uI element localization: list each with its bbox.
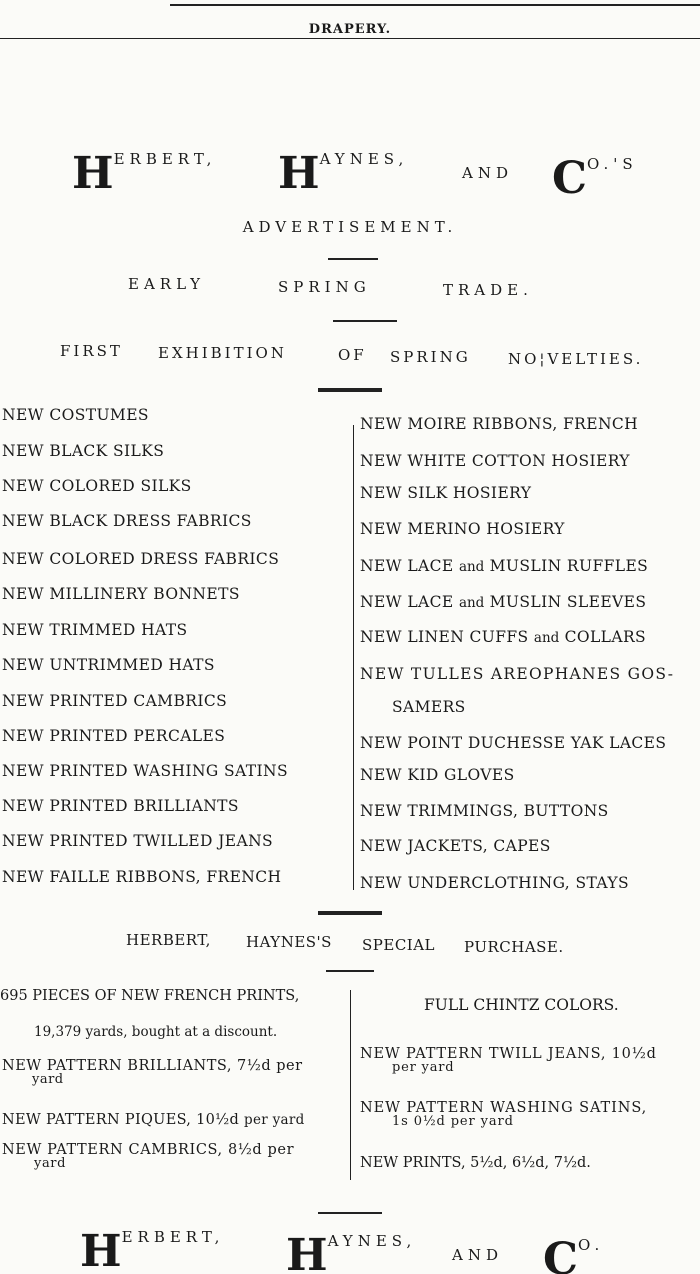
header-rule: [0, 38, 700, 39]
footer-c-cap: C: [543, 1234, 579, 1274]
piques-unit: per yard: [244, 1112, 305, 1128]
prints-cambrics: [2, 1142, 294, 1171]
title-word-cos: O.'S: [587, 155, 638, 173]
list-item: NEW MOIRE RIBBONS, FRENCH: [360, 415, 639, 433]
special-purchase: PURCHASE.: [464, 938, 564, 956]
prints-chintz: FULL CHINTZ COLORS.: [424, 996, 619, 1014]
footer-h1-cap: H: [80, 1226, 122, 1274]
prints-new-prints: NEW PRINTS, 5½d, 6½d, 7½d.: [360, 1155, 591, 1171]
list-item: NEW BLACK DRESS FABRICS: [2, 512, 252, 530]
prints-piques: [2, 1112, 305, 1128]
list-item: NEW KID GLOVES: [360, 766, 515, 784]
title-word-haynes: AYNES,: [319, 150, 409, 168]
list-item: NEW PRINTED PERCALES: [2, 727, 226, 745]
jeans-unit: per yard: [392, 1060, 455, 1075]
list-item: NEW FAILLE RIBBONS, FRENCH: [2, 868, 282, 886]
item-text: NEW LINEN CUFFS: [360, 628, 529, 646]
divider-2: [333, 320, 397, 322]
cambrics-text: NEW PATTERN CAMBRICS, 8½d per: [2, 1142, 295, 1158]
item-and: and: [533, 630, 560, 646]
footer-word-co: O.: [578, 1236, 605, 1254]
list-item: NEW UNTRIMMED HATS: [2, 656, 215, 674]
list-item: NEW POINT DUCHESSE YAK LACES: [360, 734, 667, 752]
satins-unit: 1s 0½d per yard: [392, 1114, 514, 1129]
special-herbert: HERBERT,: [126, 931, 211, 949]
item-text: MUSLIN SLEEVES: [489, 593, 647, 611]
tagline-spring: SPRING: [278, 278, 371, 296]
list-item: NEW BLACK SILKS: [2, 442, 165, 460]
item-and: and: [458, 595, 485, 611]
tagline-early: EARLY: [128, 275, 205, 293]
prints-yards: 19,379 yards, bought at a discount.: [34, 1024, 278, 1040]
prints-pieces: 695 PIECES OF NEW FRENCH PRINTS,: [0, 988, 300, 1004]
list-item: NEW MILLINERY BONNETS: [2, 585, 240, 603]
list-item: NEW COSTUMES: [2, 406, 149, 424]
title-h2-cap: H: [278, 148, 320, 199]
footer-word-haynes: AYNES,: [327, 1232, 417, 1250]
prints-divider: [350, 990, 351, 1180]
exhibition-of: OF: [338, 346, 367, 364]
list-item: [360, 557, 648, 575]
exhibition-spring: SPRING: [390, 348, 471, 366]
list-item-continued: SAMERS: [392, 698, 466, 716]
list-item: NEW SILK HOSIERY: [360, 484, 532, 502]
list-item: [360, 593, 646, 611]
piques-text: NEW PATTERN PIQUES, 10½d: [2, 1112, 240, 1128]
prints-satins: [360, 1100, 647, 1129]
footer-word-and: AND: [452, 1246, 503, 1264]
list-item: [360, 628, 646, 646]
list-item: NEW WHITE COTTON HOSIERY: [360, 452, 630, 470]
footer-word-herbert: ERBERT,: [121, 1228, 225, 1246]
exhibition-exhibition: EXHIBITION: [158, 344, 287, 362]
divider-4: [318, 911, 382, 915]
list-item: NEW COLORED DRESS FABRICS: [2, 550, 280, 568]
prints-brilliants: [2, 1058, 303, 1087]
cambrics-unit: yard: [34, 1156, 67, 1171]
list-item: NEW TRIMMED HATS: [2, 621, 188, 639]
item-text: NEW LACE: [360, 557, 454, 575]
list-item: NEW PRINTED CAMBRICS: [2, 692, 228, 710]
special-special: SPECIAL: [362, 936, 436, 954]
tagline-trade: TRADE.: [443, 281, 533, 299]
title-h1-cap: H: [72, 148, 114, 199]
list-item: NEW PRINTED WASHING SATINS: [2, 762, 289, 780]
list-item: NEW TRIMMINGS, BUTTONS: [360, 802, 609, 820]
brilliants-unit: yard: [32, 1072, 64, 1087]
divider-5: [326, 970, 374, 972]
list-item: NEW PRINTED BRILLIANTS: [2, 797, 239, 815]
list-item: NEW JACKETS, CAPES: [360, 837, 551, 855]
subtitle: ADVERTISEMENT.: [242, 218, 458, 236]
footer-h2-cap: H: [286, 1230, 328, 1274]
jeans-text: NEW PATTERN TWILL JEANS, 10½d: [360, 1046, 657, 1062]
item-text: NEW LACE: [360, 593, 454, 611]
item-text: MUSLIN RUFFLES: [489, 557, 649, 575]
divider-6: [318, 1212, 382, 1214]
list-item: NEW COLORED SILKS: [2, 477, 192, 495]
top-rule: [170, 4, 700, 6]
item-text: COLLARS: [564, 628, 647, 646]
divider-3: [318, 388, 382, 392]
title-word-and: AND: [462, 164, 513, 182]
special-hayness: HAYNES'S: [246, 933, 332, 951]
list-item: NEW PRINTED TWILLED JEANS: [2, 832, 274, 850]
exhibition-novelties: NO¦VELTIES.: [508, 350, 644, 368]
list-item: NEW TULLES AREOPHANES GOS-: [360, 665, 675, 683]
list-item: NEW UNDERCLOTHING, STAYS: [360, 874, 629, 892]
list-item: NEW MERINO HOSIERY: [360, 520, 565, 538]
section-heading: DRAPERY.: [308, 22, 392, 37]
title-c-cap: C: [552, 153, 588, 204]
exhibition-first: FIRST: [60, 342, 123, 360]
column-divider: [353, 425, 354, 890]
satins-text: NEW PATTERN WASHING SATINS,: [360, 1100, 648, 1116]
title-word-herbert: ERBERT,: [113, 150, 217, 168]
prints-jeans: [360, 1046, 657, 1075]
item-and: and: [458, 559, 485, 575]
divider-1: [328, 258, 378, 260]
brilliants-text: NEW PATTERN BRILLIANTS, 7½d per: [2, 1058, 303, 1074]
